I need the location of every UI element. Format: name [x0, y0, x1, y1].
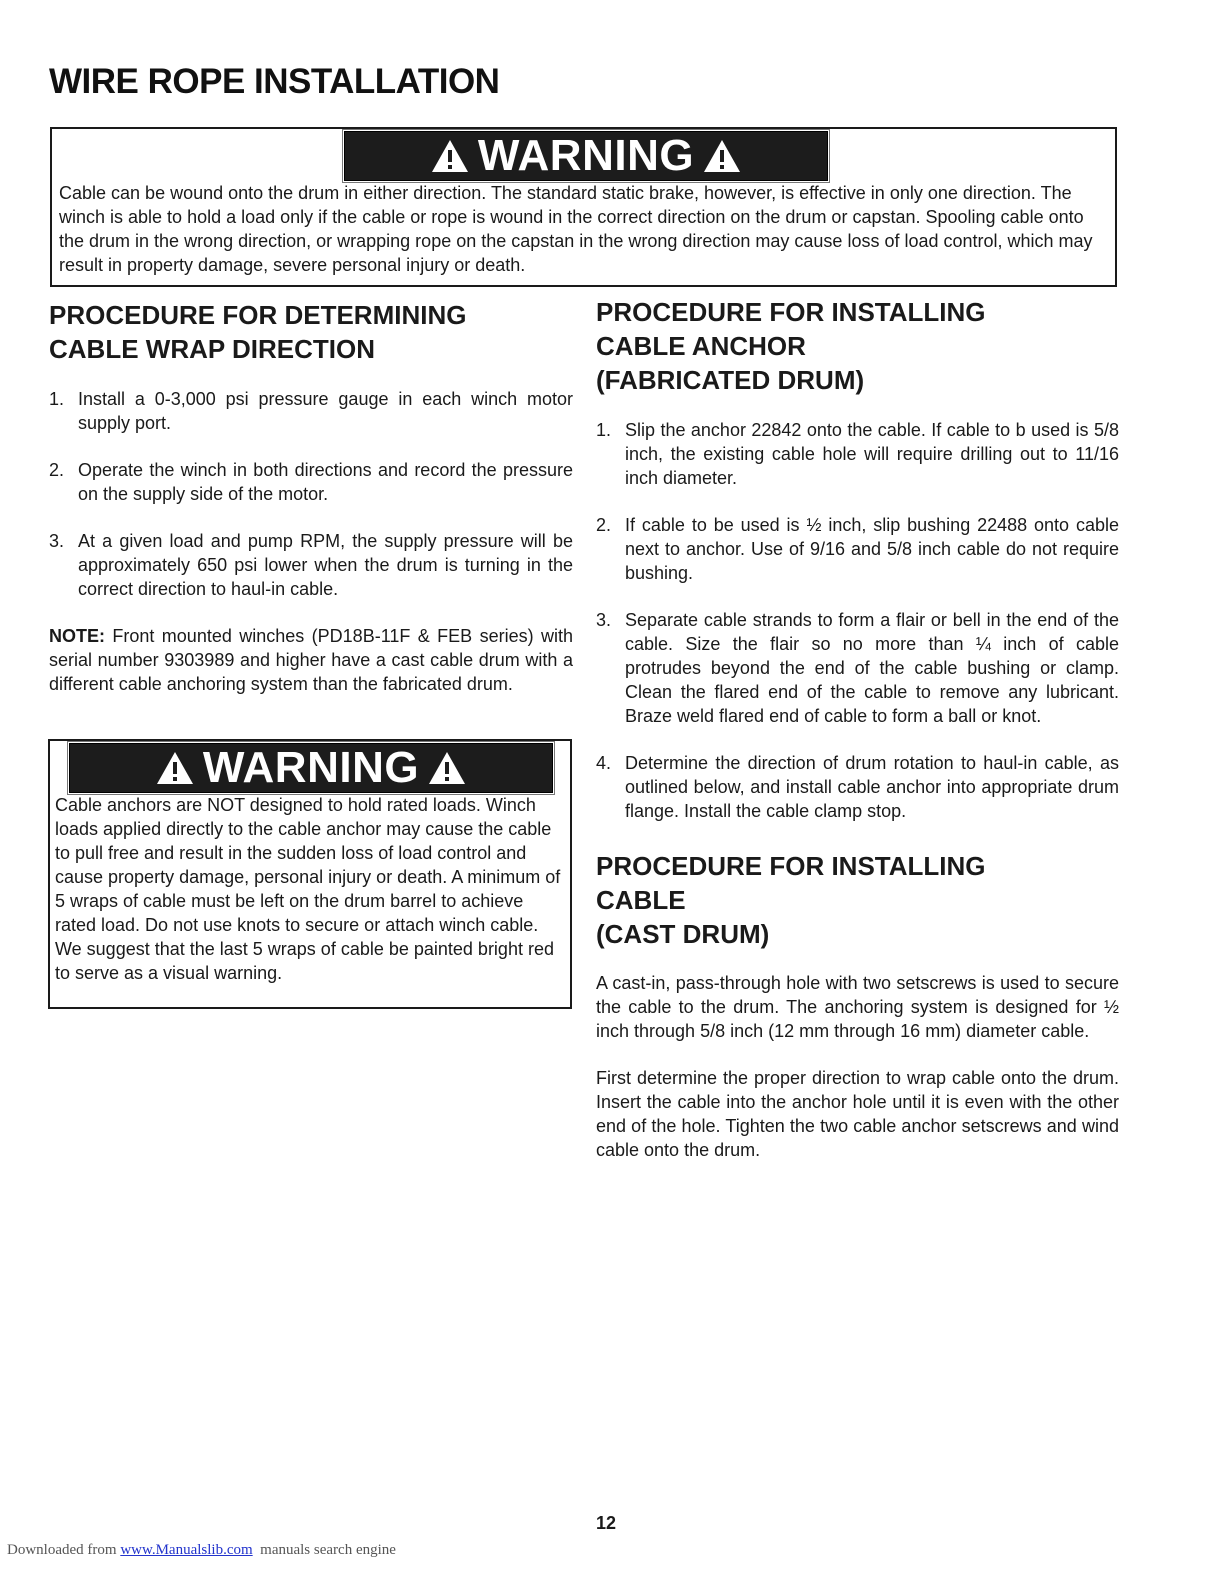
step-list: [49, 387, 573, 601]
step-text: Operate the winch in both directions and record the pressure on the supply side of the motor.: [78, 460, 573, 504]
section-heading: [596, 849, 1119, 951]
warning-label: WARNING: [202, 743, 420, 792]
page-number: 12: [595, 1513, 617, 1533]
warning-triangle-icon: [427, 750, 467, 786]
note-paragraph: [49, 624, 573, 696]
warning-triangle-icon: [430, 138, 470, 174]
warning-banner: [69, 743, 553, 793]
step-number: 2.: [49, 460, 65, 480]
heading-line: CABLE WRAP DIRECTION: [49, 334, 375, 364]
heading-line: (FABRICATED DRUM): [596, 365, 865, 395]
step-number: 4.: [596, 753, 612, 773]
heading-line: CABLE: [596, 885, 686, 915]
body-paragraph: A cast-in, pass-through hole with two setscrews is used to secure the cable to the drum. The anchoring system is designed for ½ inch through 5/8 inch (12 mm through 16 mm) diameter cable.: [596, 973, 1119, 1041]
heading-line: PROCEDURE FOR INSTALLING: [596, 851, 986, 881]
step-number: 3.: [49, 531, 65, 551]
list-item: [596, 751, 1119, 823]
step-number: 2.: [596, 515, 612, 535]
download-footer: [7, 1542, 396, 1559]
manualslib-link[interactable]: www.Manualslib.com: [120, 1542, 253, 1558]
body-paragraph: First determine the proper direction to wrap cable onto the drum. Insert the cable into the anchor hole until it is even with the other end of the hole. Tighten the two cable anchor setscrews and wind cable onto the drum.: [596, 1068, 1119, 1160]
step-text: Install a 0-3,000 psi pressure gauge in each winch motor supply port.: [78, 389, 573, 433]
cable-anchor-warning-box: [48, 739, 572, 1009]
step-number: 1.: [49, 389, 65, 409]
warning-triangle-icon: [155, 750, 195, 786]
list-item: [49, 529, 573, 601]
footer-text: Downloaded from: [7, 1542, 121, 1558]
heading-line: (CAST DRUM): [596, 919, 770, 949]
page-title: WIRE ROPE INSTALLATION: [49, 62, 500, 101]
step-number: 3.: [596, 610, 612, 630]
heading-line: CABLE ANCHOR: [596, 331, 806, 361]
left-column: [49, 298, 573, 696]
warning-text: Cable anchors are NOT designed to hold rated loads. Winch loads applied directly to the cable anchor may cause the cable to pull free and result in the sudden loss of load control and cause property damage, personal injury or death. A minimum of 5 wraps of cable must be left on the drum barrel to achieve rated load. Do not use knots to secure or attach winch cable. We suggest that the last 5 wraps of cable be painted bright red to serve as a visual warning.: [55, 795, 561, 983]
footer-text: manuals search engine: [252, 1542, 396, 1558]
list-item: [49, 458, 573, 506]
list-item: [596, 608, 1119, 728]
step-list: [596, 418, 1119, 823]
step-text: If cable to be used is ½ inch, slip bushing 22488 onto cable next to anchor. Use of 9/16 and 5/8 inch cable do not require bushing.: [625, 515, 1119, 583]
warning-label: WARNING: [477, 131, 695, 180]
section-heading: [49, 298, 573, 366]
list-item: [596, 418, 1119, 490]
note-label: NOTE:: [49, 626, 105, 646]
step-text: At a given load and pump RPM, the supply pressure will be approximately 650 psi lower when the drum is turning in the correct direction to haul-in cable.: [78, 531, 573, 599]
list-item: [596, 513, 1119, 585]
step-text: Slip the anchor 22842 onto the cable. If cable to b used is 5/8 inch, the existing cable hole will require drilling out to 11/16 inch diameter.: [625, 420, 1119, 488]
step-text: Determine the direction of drum rotation to haul-in cable, as outlined below, and install cable anchor into appropriate drum flange. Install the cable clamp stop.: [625, 753, 1119, 821]
heading-line: PROCEDURE FOR INSTALLING: [596, 297, 986, 327]
warning-banner: [344, 131, 828, 181]
section-heading: [596, 295, 1119, 397]
step-text: Separate cable strands to form a flair or bell in the end of the cable. Size the flair so no more than ¼ inch of cable protrudes beyond the end of the cable bushing or clamp. Clean the flared end of the cable to remove any lubricant. Braze weld flared end of cable to form a ball or knot.: [625, 610, 1119, 726]
warning-triangle-icon: [702, 138, 742, 174]
top-warning-box: [50, 127, 1117, 287]
right-column: [596, 295, 1119, 1162]
warning-text: Cable can be wound onto the drum in either direction. The standard static brake, however, is effective in only one direction. The winch is able to hold a load only if the cable or rope is wound in the correct direction on the drum or capstan. Spooling cable onto the drum in the wrong direction, or wrapping rope on the capstan in the wrong direction may cause loss of load control, which may result in property damage, severe personal injury or death.: [59, 183, 1093, 275]
step-number: 1.: [596, 420, 612, 440]
list-item: [49, 387, 573, 435]
note-text: Front mounted winches (PD18B-11F & FEB series) with serial number 9303989 and higher have a cast cable drum with a different cable anchoring system than the fabricated drum.: [49, 626, 573, 694]
heading-line: PROCEDURE FOR DETERMINING: [49, 300, 467, 330]
